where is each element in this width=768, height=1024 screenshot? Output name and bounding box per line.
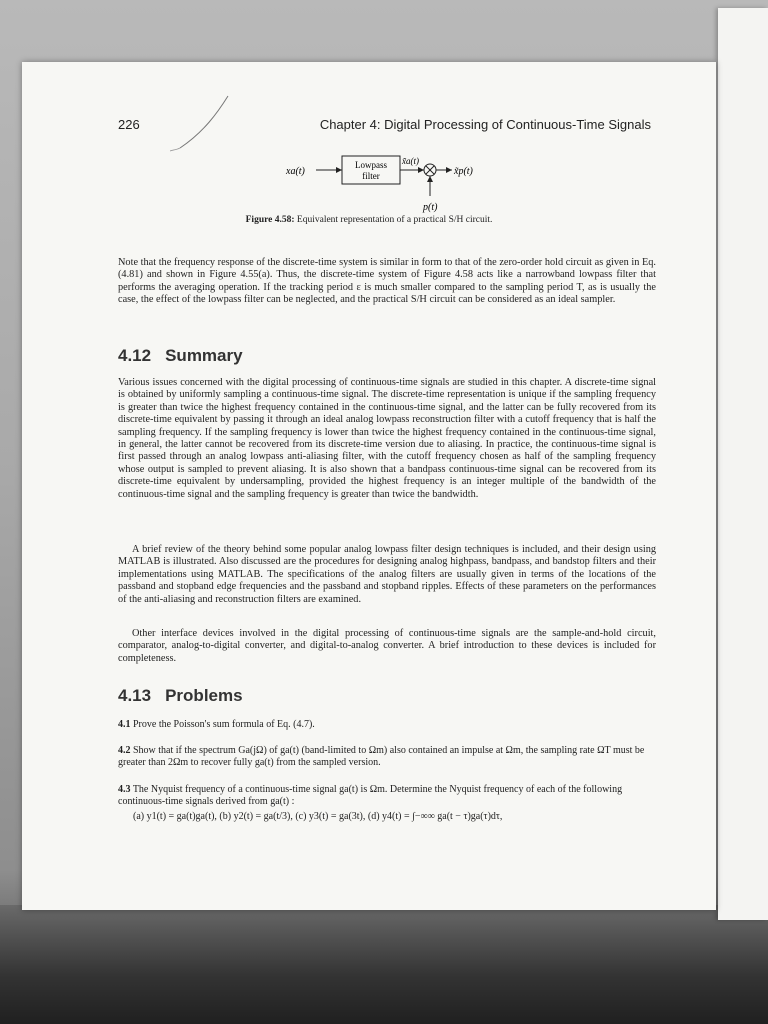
- summary-paragraph-3: Other interface devices involved in the digital processing of continuous-time signals are the sample-and-hold circuit, comparator, analog-to-digital converter, and digital-to-analog converter. A brief introduction to these devices is included for completeness.: [118, 628, 656, 664]
- figure-caption: [22, 215, 716, 225]
- book-page: [22, 62, 716, 910]
- sh-circuit-diagram: [272, 150, 522, 265]
- problems-number: 4.13: [118, 686, 152, 705]
- problem-id: 4.1: [118, 719, 131, 730]
- pencil-mark: [170, 92, 240, 154]
- adjacent-page-edge: [718, 8, 768, 920]
- problems-title: Problems: [165, 686, 243, 705]
- problem-4-2: [118, 745, 656, 770]
- caption-label: Figure 4.58:: [245, 215, 295, 225]
- summary-paragraph-2: A brief review of the theory behind some popular analog lowpass filter design techniques is included, and their design using MATLAB is illustrated. Also discussed are the procedures for designing analog highpass, bandpass, and bandstop filters and their implementations using MATLAB. The specifications of the analog filters are usually given in terms of the locations of the passband and stopband edge frequencies and the passband and stopband ripples. Effects of these parameters on the performances of the anti-aliasing and reconstruction filters are examined.: [118, 544, 656, 605]
- problem-4-1: [118, 719, 656, 731]
- caption-text: Equivalent representation of a practical S/H circuit.: [296, 215, 493, 225]
- problem-text: The Nyquist frequency of a continuous-time signal ga(t) is Ωm. Determine the Nyquist frequency of each of the following continuous-time signals derived from ga(t) :: [118, 784, 623, 808]
- pulse-label: p(t): [423, 202, 438, 213]
- problem-id: 4.3: [118, 784, 131, 795]
- problems-heading: [118, 686, 243, 706]
- filtered-signal-label: x̃a(t): [402, 156, 419, 166]
- page-number: 226: [118, 117, 140, 132]
- svg-text:filter: filter: [362, 171, 380, 181]
- intro-paragraph: Note that the frequency response of the discrete-time system is similar in form to that of the zero-order hold circuit as given in Eq. (4.81) and shown in Figure 4.55(a). Thus, the discrete-time system of Figure 4.58 acts like a narrowband lowpass filter that performs the averaging operation. If the tracking period ε is much smaller compared to the sampling period T, as is usually the case, the effect of the lowpass filter can be neglected, and the practical S/H circuit can be considered as an ideal sampler.: [118, 257, 656, 306]
- background-shadow: [0, 905, 768, 1024]
- summary-paragraph-1: Various issues concerned with the digital processing of continuous-time signals are studied in this chapter. A discrete-time signal is obtained by uniformly sampling a continuous-time signal. The discrete-time representation is unique if the sampling frequency is greater than twice the highest frequency contained in the continuous-time signal, and the latter can be fully recovered from its discrete-time equivalent by passing it through an ideal analog lowpass reconstruction filter with a cutoff frequency that is half the sampling frequency. If the sampling frequency is lower than twice the highest frequency contained in the continuous-time signal, in general, the latter cannot be recovered from its discrete-time version due to aliasing. In practice, the continuous-time signal is first passed through an analog lowpass anti-aliasing filter, with the cutoff frequency chosen as half of the sampling frequency whose output is sampled to prevent aliasing. It is also shown that a bandpass continuous-time signal can be recovered from its discrete-time equivalent by undersampling, provided the highest frequency is an integer multiple of the bandwidth of the continuous-time signal and the sampling frequency is greater than twice the bandwidth.: [118, 377, 656, 500]
- summary-heading: [118, 346, 243, 366]
- problem-4-3-subparts: (a) y1(t) = ga(t)ga(t), (b) y2(t) = ga(t/3), (c) y3(t) = ga(3t), (d) y4(t) = ∫−∞∞ ga(t − τ)ga(τ)dτ,: [133, 811, 503, 822]
- problem-text: Show that if the spectrum Ga(jΩ) of ga(t) (band-limited to Ωm) also contained an impulse at Ωm, the sampling rate ΩT must be greater than 2Ωm to recover fully ga(t) from the sampled version.: [118, 745, 645, 769]
- summary-number: 4.12: [118, 346, 152, 365]
- input-label: xa(t): [286, 166, 305, 177]
- chapter-header: Chapter 4: Digital Processing of Continuous-Time Signals: [319, 117, 651, 132]
- output-label: x̃p(t): [454, 166, 473, 177]
- problem-id: 4.2: [118, 745, 131, 756]
- problem-4-3: [118, 784, 656, 809]
- problem-text: Prove the Poisson's sum formula of Eq. (4.7).: [133, 719, 315, 730]
- svg-text:Lowpass: Lowpass: [355, 160, 387, 170]
- summary-title: Summary: [165, 346, 243, 365]
